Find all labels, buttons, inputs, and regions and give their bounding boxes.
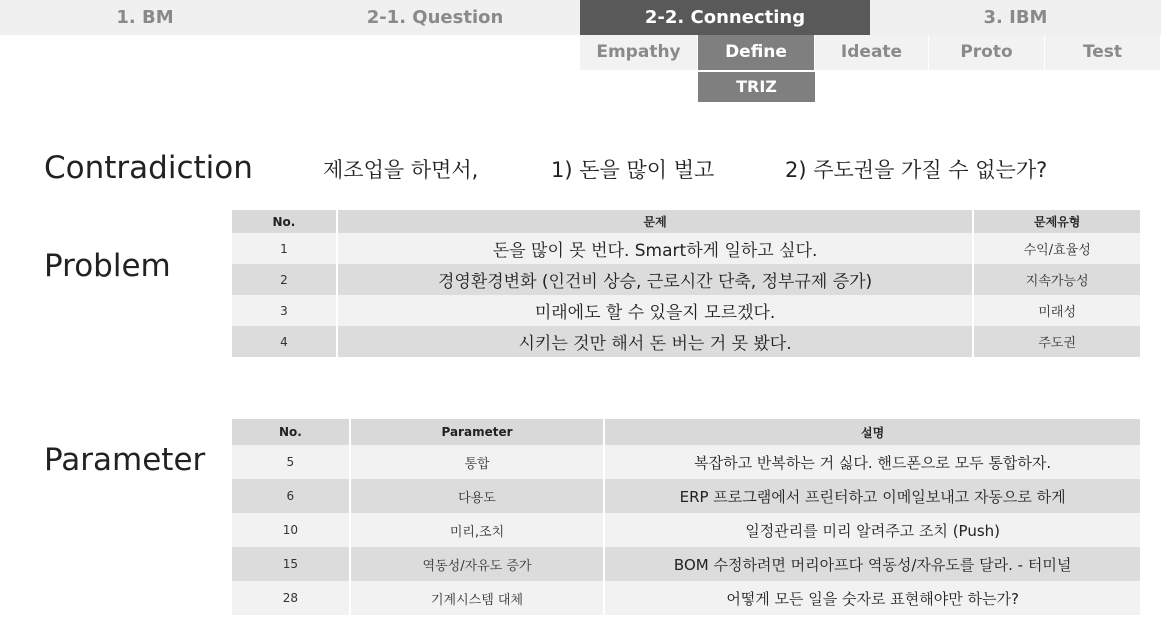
cell-problem-type: 주도권 xyxy=(974,326,1140,357)
column-header-problem: 문제 xyxy=(338,210,975,233)
table-row xyxy=(232,445,1140,479)
cell-no: 2 xyxy=(232,264,338,295)
cell-parameter: 통합 xyxy=(351,445,606,479)
tab-bm[interactable]: 1. BM xyxy=(0,0,290,35)
cell-parameter: 역동성/자유도 증가 xyxy=(351,547,606,581)
table-row xyxy=(232,513,1140,547)
parameter-heading: Parameter xyxy=(44,442,206,478)
parameter-table xyxy=(232,419,1140,615)
table-header-row xyxy=(232,419,1140,445)
cell-problem-type: 미래성 xyxy=(974,295,1140,326)
table-header-row xyxy=(232,210,1140,233)
subtab-define[interactable]: Define xyxy=(698,35,815,70)
cell-problem-type: 지속가능성 xyxy=(974,264,1140,295)
table-row xyxy=(232,581,1140,615)
cell-no: 1 xyxy=(232,233,338,264)
tab-connecting[interactable]: 2-2. Connecting xyxy=(580,0,870,35)
cell-problem: 경영환경변화 (인건비 상승, 근로시간 단축, 정부규제 증가) xyxy=(338,264,975,295)
cell-no: 4 xyxy=(232,326,338,357)
cell-problem: 돈을 많이 못 번다. Smart하게 일하고 싶다. xyxy=(338,233,975,264)
contradiction-part1: 1) 돈을 많이 벌고 xyxy=(551,158,715,182)
cell-description: 어떻게 모든 일을 숫자로 표현해야만 하는가? xyxy=(605,581,1140,615)
cell-no: 28 xyxy=(232,581,351,615)
problem-heading: Problem xyxy=(44,248,171,284)
cell-no: 3 xyxy=(232,295,338,326)
cell-description: BOM 수정하려면 머리아프다 역동성/자유도를 달라. - 터미널 xyxy=(605,547,1140,581)
problem-table xyxy=(232,210,1140,357)
tab-ibm[interactable]: 3. IBM xyxy=(870,0,1161,35)
table-row xyxy=(232,479,1140,513)
cell-parameter: 기계시스템 대체 xyxy=(351,581,606,615)
table-row xyxy=(232,326,1140,357)
subtab-proto[interactable]: Proto xyxy=(929,35,1045,70)
cell-problem: 시키는 것만 해서 돈 버는 거 못 봤다. xyxy=(338,326,975,357)
column-header-description: 설명 xyxy=(605,419,1140,445)
contradiction-heading: Contradiction xyxy=(44,150,253,186)
cell-description: ERP 프로그램에서 프린터하고 이메일보내고 자동으로 하게 xyxy=(605,479,1140,513)
cell-parameter: 미리,조치 xyxy=(351,513,606,547)
table-row xyxy=(232,547,1140,581)
column-header-no: No. xyxy=(232,419,351,445)
cell-no: 6 xyxy=(232,479,351,513)
cell-problem-type: 수익/효율성 xyxy=(974,233,1140,264)
cell-no: 10 xyxy=(232,513,351,547)
subtab-empathy[interactable]: Empathy xyxy=(580,35,698,70)
cell-problem: 미래에도 할 수 있을지 모르겠다. xyxy=(338,295,975,326)
table-row xyxy=(232,264,1140,295)
top-navigation xyxy=(0,0,1161,35)
column-header-parameter: Parameter xyxy=(351,419,606,445)
table-row xyxy=(232,233,1140,264)
cell-description: 복잡하고 반복하는 거 싫다. 핸드폰으로 모두 통합하자. xyxy=(605,445,1140,479)
cell-no: 15 xyxy=(232,547,351,581)
contradiction-part2: 2) 주도권을 가질 수 없는가? xyxy=(785,158,1048,182)
sub-navigation xyxy=(580,35,1161,70)
tab-question[interactable]: 2-1. Question xyxy=(290,0,580,35)
column-header-problem-type: 문제유형 xyxy=(974,210,1140,233)
cell-parameter: 다용도 xyxy=(351,479,606,513)
subtab-test[interactable]: Test xyxy=(1045,35,1161,70)
subtab-ideate[interactable]: Ideate xyxy=(815,35,929,70)
column-header-no: No. xyxy=(232,210,338,233)
cell-no: 5 xyxy=(232,445,351,479)
table-row xyxy=(232,295,1140,326)
cell-description: 일정관리를 미리 알려주고 조치 (Push) xyxy=(605,513,1140,547)
subtab-triz[interactable]: TRIZ xyxy=(698,72,815,102)
contradiction-prefix: 제조업을 하면서, xyxy=(323,158,479,182)
